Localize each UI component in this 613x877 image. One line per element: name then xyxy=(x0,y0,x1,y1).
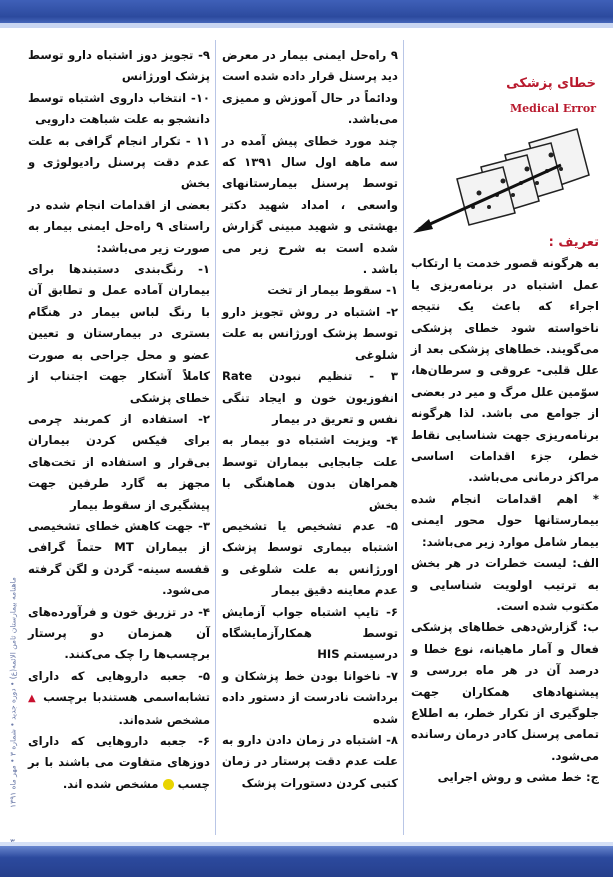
error-item: ۲- اشتباه در روش تجویز دارو توسط پزشک اورژانس به علت شلوغی xyxy=(222,304,398,362)
error-item: ۵- عدم تشخیص یا تشخیص اشتباه بیماری توسط پزشک اورژانس به علت شلوغی و عدم معاینه دقیق بیمار xyxy=(222,518,398,598)
article-title-en: Medical Error xyxy=(510,102,596,115)
medical-error-illustration xyxy=(411,125,599,235)
action-item-5-text: ۵- جعبه داروهایی که دارای تشابه‌اسمی هستندبا برچسب xyxy=(28,668,210,705)
action-item: ۴- در تزریق خون و فرآورده‌های آن همزمان دو پرستار برچسب‌ها را چک می‌کنند. xyxy=(28,604,210,662)
column-right xyxy=(411,232,599,789)
actions-intro: بعضی از اقدامات انجام شده در راستای ۹ راه‌حل ایمنی بیمار به صورت زیر می‌باشد: xyxy=(28,197,210,255)
definition-heading: تعریف : xyxy=(548,235,599,250)
action-item-6-text: ۶- جعبه داروهایی که دارای دوزهای متفاوت می باشند با xyxy=(28,734,210,770)
error-item: ۴- ویزیت اشتباه دو بیمار به علت جابجایی بیماران توسط همراهان بدون هماهنگی با بخش xyxy=(222,433,398,512)
top-banner xyxy=(0,0,613,28)
action-item-5 xyxy=(28,666,210,731)
measures-intro: * اهم اقدامات انجام شده بیمارستانها حول محور ایمنی بیمار شامل موارد زیر می‌باشد: xyxy=(411,491,599,549)
yellow-dot-icon xyxy=(163,779,174,790)
action-item: ۲- استفاده از کمربند چرمی برای فیکس کردن بیماران بی‌قرار و استفاده از تخت‌های مجهز به گارد طرفین جهت پیشگیری از سقوط بیمار xyxy=(28,411,210,512)
measure-c: ج: خط مشی و روش اجرایی xyxy=(437,770,599,785)
solutions-paragraph: ۹ راه‌حل ایمنی بیمار در معرض دید پرسنل قرار داده شده است ودائماً در حال آموزش و ممیزی می‌باشد. xyxy=(222,48,398,127)
error-item: ۸- اشتباه در زمان دادن دارو به علت عدم دقت پرستار در زمان کتبی کردن دستورات پزشک xyxy=(222,733,398,790)
side-running-title: ماهنامه بیمارستان ثامن الائمه(ع) • دوره جدید • شماره ۳ • مهر ماه ۱۳۹۱ xyxy=(8,577,18,808)
error-item: ۳ - تنظیم نبودن Rate انفوزیون خون و ایجاد تنگی نفس و تعریق در بیمار xyxy=(222,369,398,426)
definition-paragraph: به هرگونه قصور خدمت یا ارتکاب عمل اشتباه در برنامه‌ریزی یا اجراء که باعث یک نتیجه ناخواسته شود خطای پزشکی می‌گویند. خطاهای پزشکی بعد از علل قلبی- عروقی و سرطان‌ها، سوّمین علل مرگ و میر در بعضی از جوامع می باشد. لذا هرگونه برنامه‌ریزی جهت شناسایی نقاط خطر، جزء اقدامات اساسی مراکز درمانی می‌باشد. xyxy=(411,256,599,485)
error-item: ۱۰- انتخاب داروی اشتباه توسط دانشجو به علت شباهت دارویی xyxy=(28,90,210,127)
error-item: ۷- ناخوانا بودن خط پزشکان و برداشت نادرست از دستور داده شده xyxy=(222,668,398,726)
top-banner-strip xyxy=(0,23,613,28)
action-item-6-end: مشخص شده اند. xyxy=(62,776,159,791)
column-divider xyxy=(403,40,404,835)
action-item-6 xyxy=(28,731,210,795)
action-item: ۳- جهت کاهش خطای تشخیصی از بیماران MT حتماً گرافی قفسه سینه- گردن و لگن گرفته می‌شود. xyxy=(28,518,210,598)
error-item: ۱۱ - تکرار انجام گرافی به علت عدم دقت پرسنل رادیولوژی و بخش xyxy=(28,133,210,191)
bottom-banner xyxy=(0,842,613,877)
red-triangle-icon: ▲ xyxy=(28,693,38,705)
column-middle xyxy=(222,45,398,794)
article-title-fa: خطای پزشکی xyxy=(506,76,596,91)
error-item: ۹- تجویز دوز اشتباه دارو توسط پزشک اورژانس xyxy=(28,48,210,84)
error-item: ۶- تایپ اشتباه جواب آزمایش توسط همکارآزمایشگاه درسیستم HIS xyxy=(222,604,398,662)
column-left xyxy=(28,45,210,795)
bottom-banner-strip xyxy=(0,842,613,846)
errors-intro: چند مورد خطای پیش آمده در سه ماهه اول سال ۱۳۹۱ که توسط پرسنل بیمارستانهای واسعی ، امداد شهید دکتر بهشتی و شهید مبینی گزارش شده است به شرح زیر می باشد . xyxy=(222,133,398,277)
error-item: ۱- سقوط بیمار از تخت xyxy=(267,283,398,298)
measure-b: ب: گزارش‌دهی خطاهای پزشکی فعال و آمار ماهیانه، نوع خطا و درصد آن در هر ماه بررسی و پیشنهادهای همکاران جهت جلوگیری از تکرار خطر، به اطلاع تمامی پرسنل کادر درمان رسانده می‌شود. xyxy=(411,620,599,763)
action-item: ۱- رنگ‌بندی دستبندها برای بیماران آماده عمل و تطابق آن با رنگ لباس بیمار در هنگام بستری در بیمارستان و تعیین عضو و محل جراحی به صورت کاملاً آشکار جهت اجتناب از خطای پزشکی xyxy=(28,262,210,405)
action-item-5-end: مشخص شده‌اند. xyxy=(118,712,210,727)
measure-a: الف: لیست خطرات در هر بخش به ترتیب اولویت شناسایی و مکتوب شده است. xyxy=(411,556,599,613)
column-divider xyxy=(215,40,216,835)
action-item-6-label: بر چسب xyxy=(28,755,210,791)
